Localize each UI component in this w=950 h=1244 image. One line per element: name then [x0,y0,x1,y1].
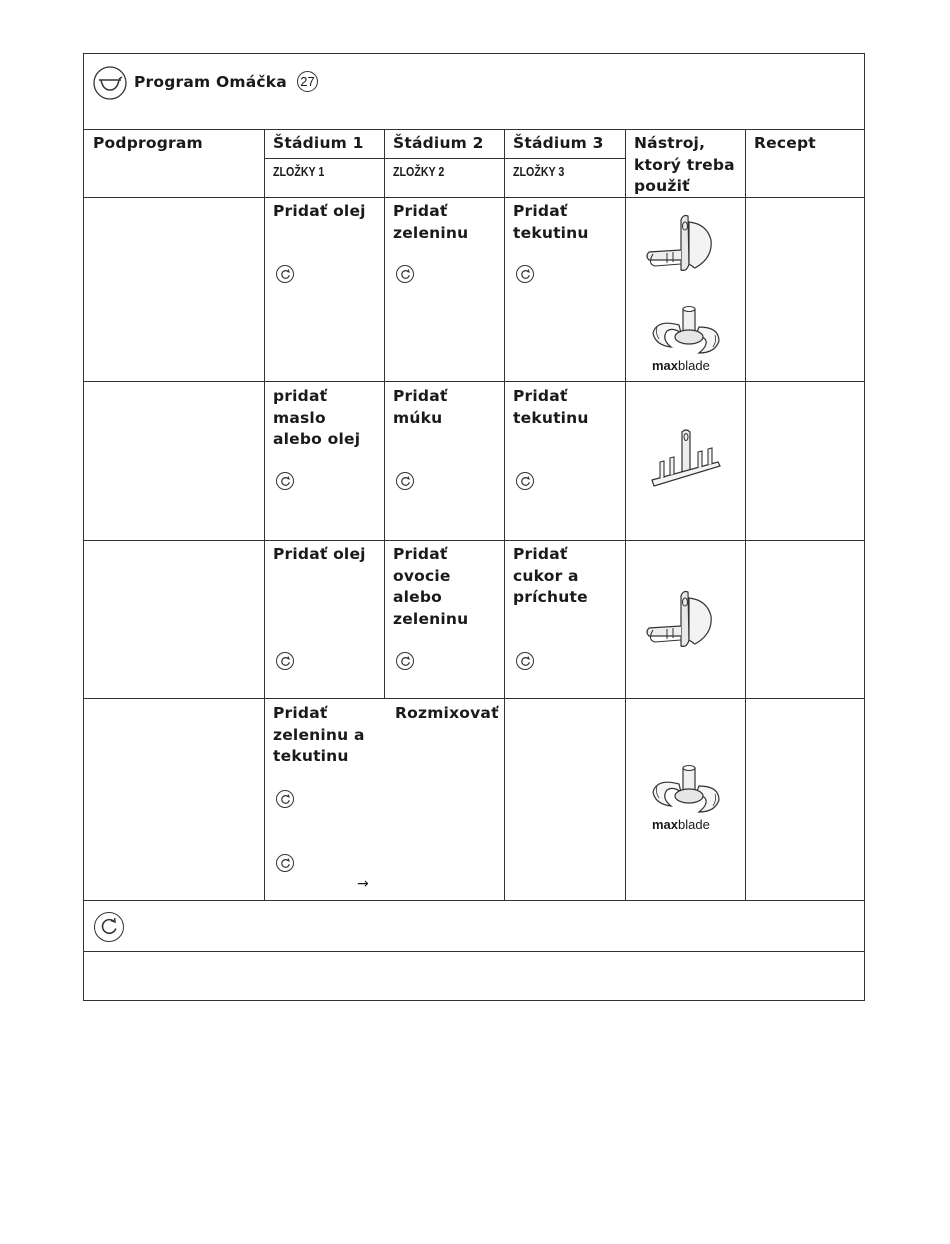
rotate-icon [276,790,294,808]
header-recipe: Recept [754,134,816,152]
program-title: Program Omáčka [134,73,287,91]
row4-stage1-text: Pridať zeleninu a tekutinu [273,704,365,765]
row1-stage1-text: Pridať olej [273,202,366,220]
row-divider [83,900,865,901]
col-divider [745,129,746,900]
col-divider [384,129,385,698]
subheader-ingredients-3: ZLOŽKY 3 [513,164,565,179]
program-table [83,53,865,1001]
row2-stage3-text: Pridať tekutinu [513,387,589,427]
maxblade-label: maxblade [652,817,710,832]
row-divider [83,381,865,382]
program-number: 27 [300,74,315,89]
rotate-icon [276,652,294,670]
row3-stage2-text: Pridať ovocie alebo zeleninu [393,545,469,628]
rotate-icon [276,472,294,490]
rotate-icon [276,265,294,283]
row3-stage1-text: Pridať olej [273,545,366,563]
rotate-icon [94,912,124,942]
maxblade-label: maxblade [652,358,710,373]
row-divider [83,129,865,130]
header-stage-1: Štádium 1 [273,134,364,152]
header-stage-2: Štádium 2 [393,134,484,152]
maxblade-icon [649,764,723,824]
rotate-icon [396,652,414,670]
bowl-icon [93,66,127,100]
rotate-icon [516,472,534,490]
col-divider [504,129,505,900]
header-tool: Nástroj, ktorý treba použiť [634,134,735,195]
rotate-icon [516,652,534,670]
row3-stage3-text: Pridať cukor a príchute [513,545,588,606]
row-divider [83,197,865,198]
mixing-paddle-icon [643,212,718,282]
row-divider [83,540,865,541]
col-divider [625,129,626,900]
program-number-badge [297,71,318,92]
col-divider [264,129,265,900]
rotate-icon [516,265,534,283]
arrow-right-icon: → [357,876,369,892]
rotate-icon [276,854,294,872]
header-stage-3: Štádium 3 [513,134,604,152]
subheader-divider [264,158,625,159]
header-podprogram: Podprogram [93,134,203,152]
row4-blend-text: Rozmixovať [395,704,499,722]
subheader-ingredients-2: ZLOŽKY 2 [393,164,445,179]
subheader-ingredients-1: ZLOŽKY 1 [273,164,325,179]
maxblade-icon [649,305,723,365]
row1-stage2-text: Pridať zeleninu [393,202,469,242]
mixing-paddle-icon [643,588,718,658]
rotate-icon [396,472,414,490]
row-divider [83,698,865,699]
row-divider [83,951,865,952]
row2-stage2-text: Pridať múku [393,387,448,427]
row1-stage3-text: Pridať tekutinu [513,202,589,242]
whisk-icon [648,428,724,498]
rotate-icon [396,265,414,283]
row2-stage1-text: pridať maslo alebo olej [273,387,361,448]
